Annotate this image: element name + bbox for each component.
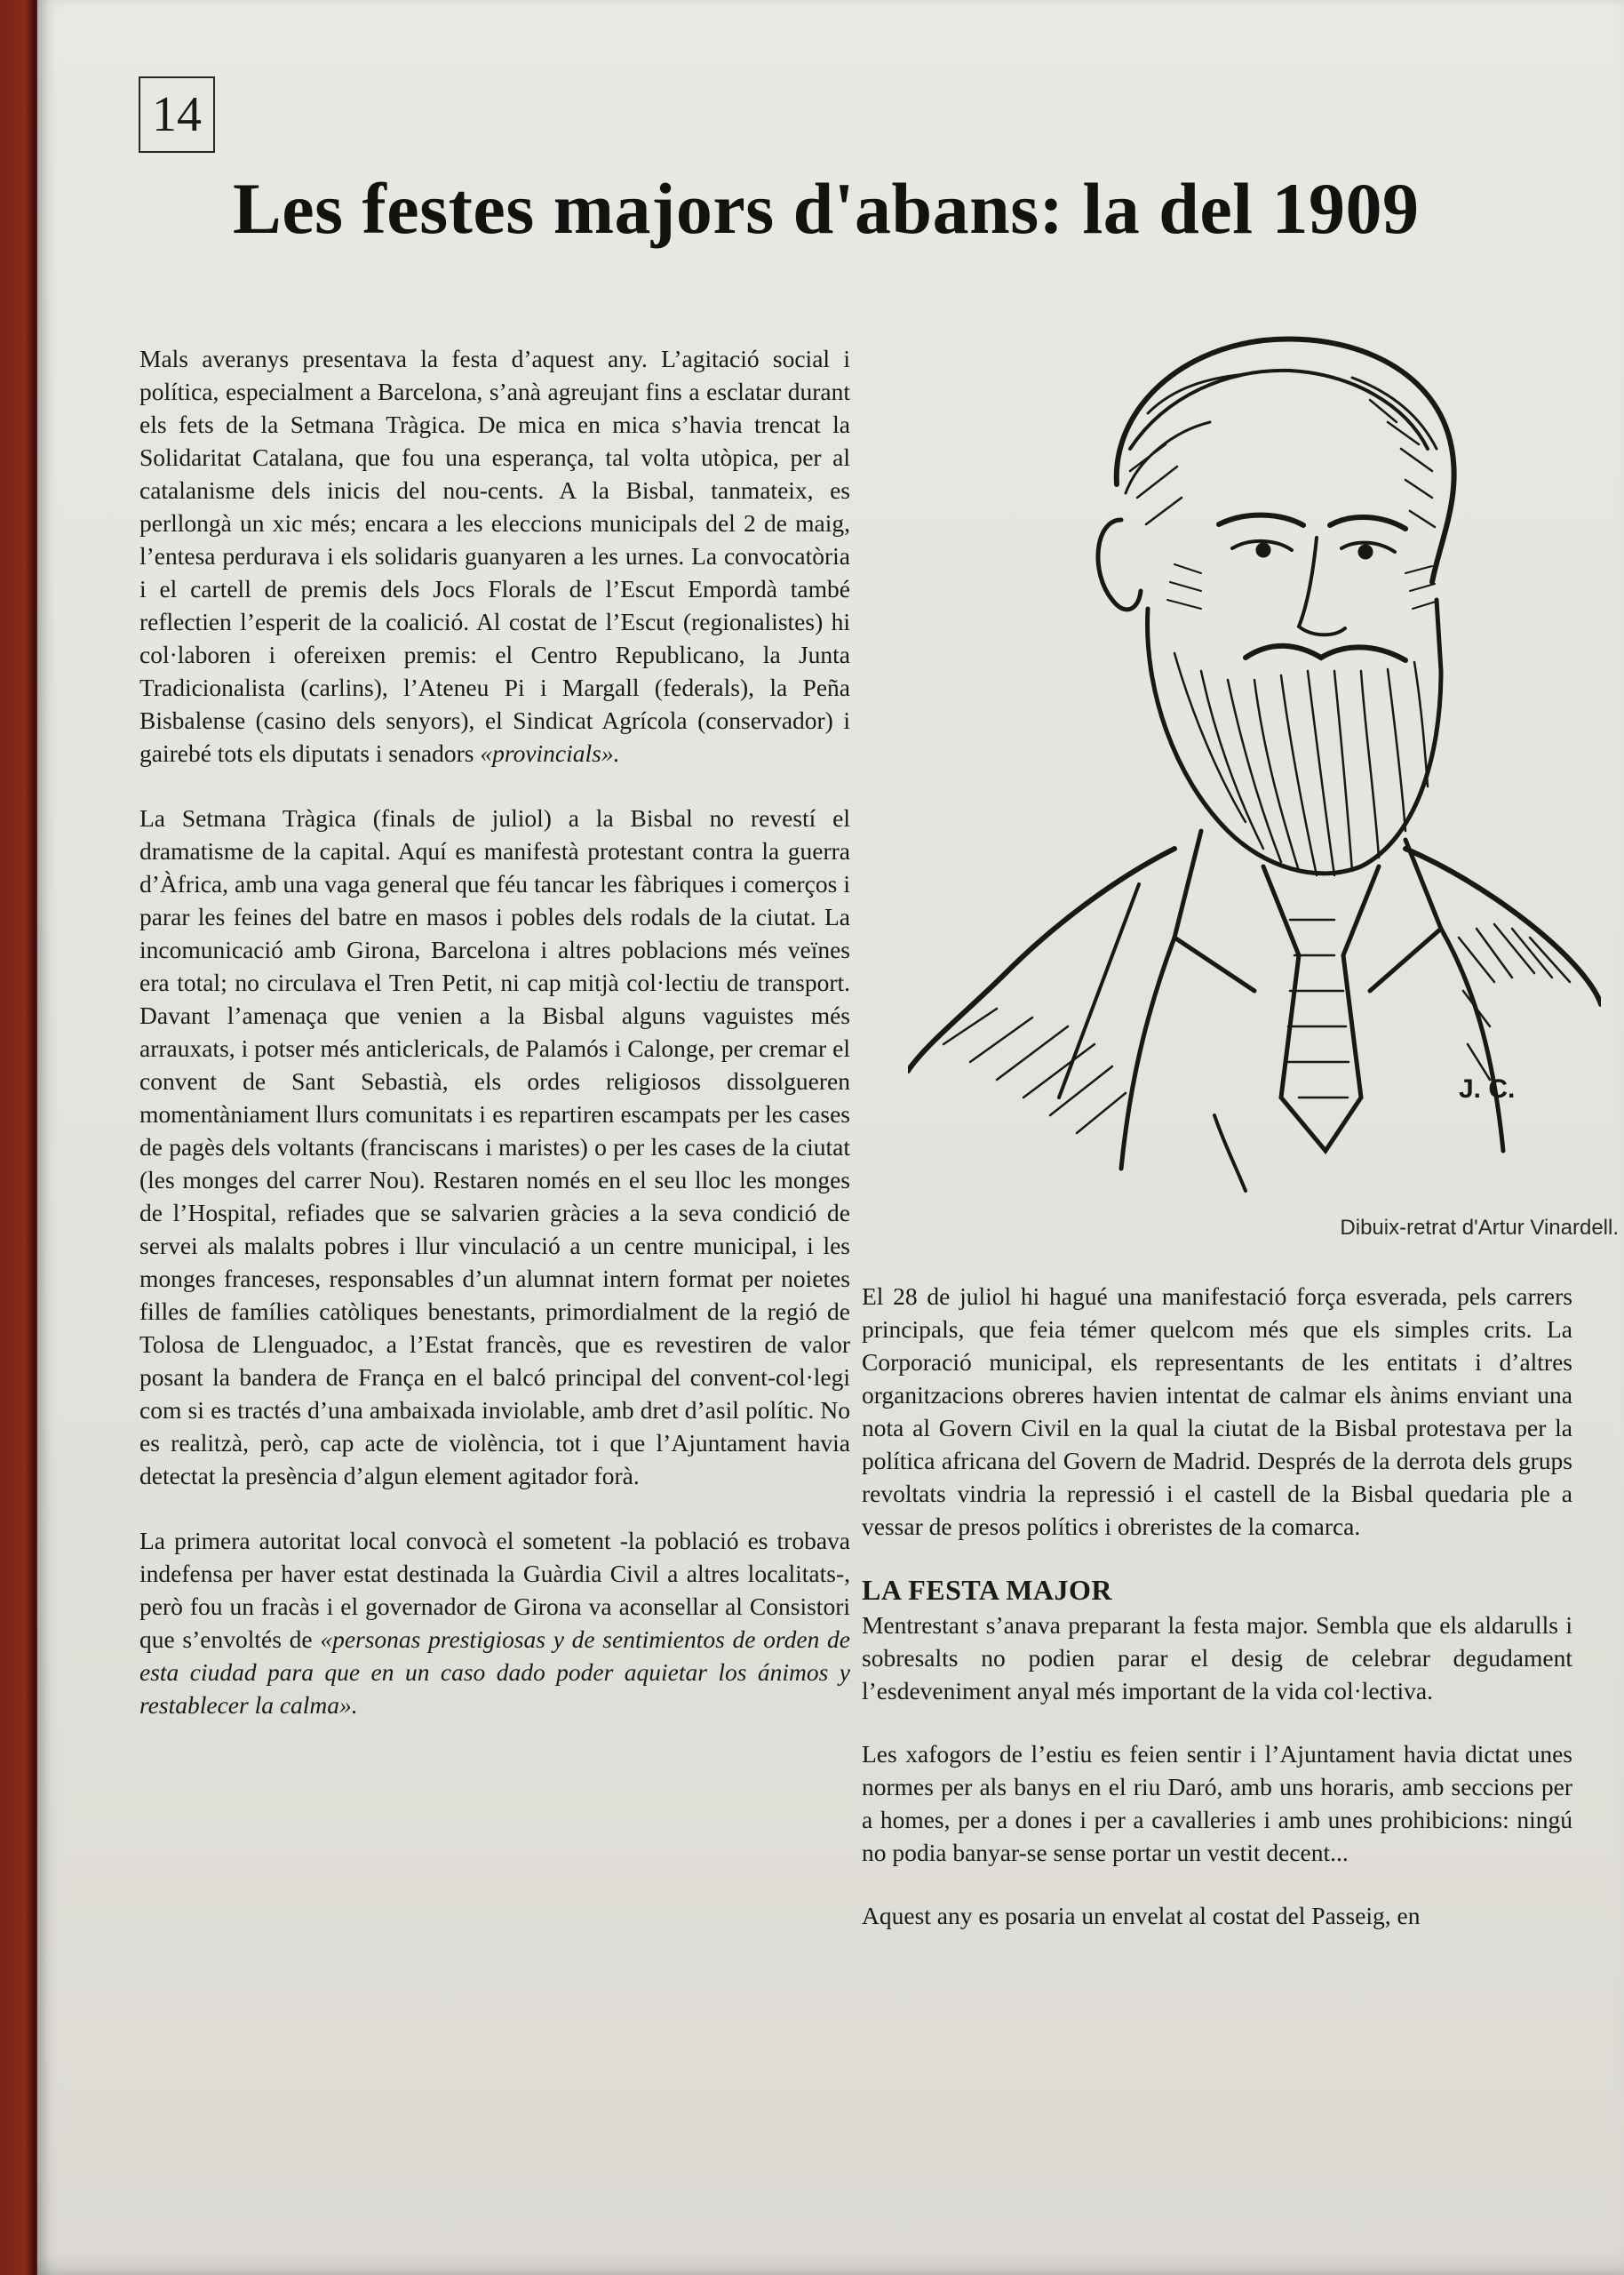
paragraph-quote: «provincials». [480,739,620,767]
image-caption: Dibuix-retrat d'Artur Vinardell. [1340,1216,1619,1240]
page-title: Les festes majors d'abans: la del 1909 [233,168,1420,249]
paragraph [139,1524,850,1721]
paragraph-quote: «personas prestigiosas y de sentimientos de orden de esta ciudad para que en un caso dado poder aquietar los ánimos y restablecer la calma». [139,1625,850,1719]
section-heading: LA FESTA MAJOR [862,1574,1112,1606]
paragraph: Mentrestant s’anava preparant la festa major. Sembla que els aldarulls i sobresalts no podien parar el desig de celebrar degudament l’esdeveniment anyal més important de la vida col·lectiva. [862,1611,1572,1704]
paragraph: Aquest any es posaria un envelat al costat del Passeig, en [862,1902,1421,1929]
magazine-page [37,0,1624,2275]
portrait-signature: J. C. [1459,1074,1516,1104]
paragraph: La Setmana Tràgica (finals de juliol) a la Bisbal no revestí el dramatisme de la capital. Aquí es manifestà protestant contra la guerra d’Àfrica, amb una vaga general que féu tancar les fàbriques i comerços i parar les feines del batre en masos i pobles dels rodals de la ciutat. La incomunicació amb Girona, Barcelona i altres poblacions més veïnes era total; no circulava el Tren Petit, ni cap mitjà col·lectiu de transport. Davant l’amenaça que venien a la Bisbal alguns vaguistes més arrauxats, i potser més anticlericals, de Palamós i Calonge, per cremar el convent de Sant Sebastià, els ordes religiosos dissolgueren momentàniament llurs comunitats i es repartiren escampats per les cases de pagès dels voltants (franciscans i maristes) o per les cases de la ciutat (les monges del carrer Nou). Restaren només en el seu lloc les monges de l’Hospital, refiades que se salvarien gràcies a la seva condició de servei als malalts pobres i llur vinculació a un centre municipal, i les monges franceses, responsables d’un alumnat intern format per noietes filles de famílies catòliques benestants, primordialment de la regió de Tolosa de Llenguadoc, a l’Estat francès, que es revestiren de valor posant la bandera de França en el balcó principal del convent-col·legi com si es tractés d’una ambaixada inviolable, amb dret d’asil polític. No es realitzà, però, cap acte de violència, tot i que l’Ajuntament havia detectat la presència d’algun element agitador forà. [139,804,850,1489]
portrait-drawing-icon [908,315,1601,1195]
paragraph-text: Mals averanys presentava la festa d’aquest any. L’agitació social i política, especialment a Barcelona, s’anà agreujant fins a esclatar durant els fets de la Setmana Tràgica. De mica en mica s’havia trencat la Solidaritat Catalana, que fou una esperança, tal volta utòpica, per al catalanisme dels inicis del nou-cents. A la Bisbal, tanmateix, es perllongà un xic més; encara a les eleccions municipals del 2 de maig, l’entesa perdurava i els solidaris guanyaren a les urnes. La convocatòria i el cartell de premis dels Jocs Florals de l’Escut Empordà també reflectien l’esperit de la coalició. Al costat de l’Escut (regionalistes) hi col·laboren i ofereixen premis: el Centro Republicano, la Junta Tradicionalista (carlins), l’Ateneu Pi i Margall (federals), la Peña Bisbalense (casino dels senyors), el Sindicat Agrícola (conservador) i gairebé tots els diputats i senadors [139,345,850,767]
paragraph-text: La primera autoritat local convocà el sometent -la població es trobava indefensa per haver estat destinada la Guàrdia Civil a altres localitats-, però fou un fracàs i el governador de Girona va aconsellar al Consistori que s’envoltés de [139,1527,850,1653]
paragraph: El 28 de juliol hi hagué una manifestació força esverada, pels carrers principals, que feia témer quelcom més que els simples crits. La Corporació municipal, els representants de les entitats i d’altres organitzacions obreres havien intentat de calmar els ànims enviant una nota al Govern Civil en la qual la ciutat de la Bisbal protestava per la política africana del Govern de Madrid. Després de la derrota dels grups revoltats vindria la repressió i el castell de la Bisbal quedaria ple a vessar de presos polítics i obreristes de la comarca. [862,1282,1572,1540]
paragraph [139,342,850,770]
left-column [139,342,850,1753]
page-number: 14 [139,76,215,153]
paragraph: Les xafogors de l’estiu es feien sentir i l’Ajuntament havia dictat unes normes per als banys en el riu Daró, amb uns horaris, amb seccions per a homes, per a dones i per a cavalleries i amb unes prohibicions: ningú no podia banyar-se sense portar un vestit decent... [862,1740,1572,1866]
right-column [862,1280,1572,1962]
